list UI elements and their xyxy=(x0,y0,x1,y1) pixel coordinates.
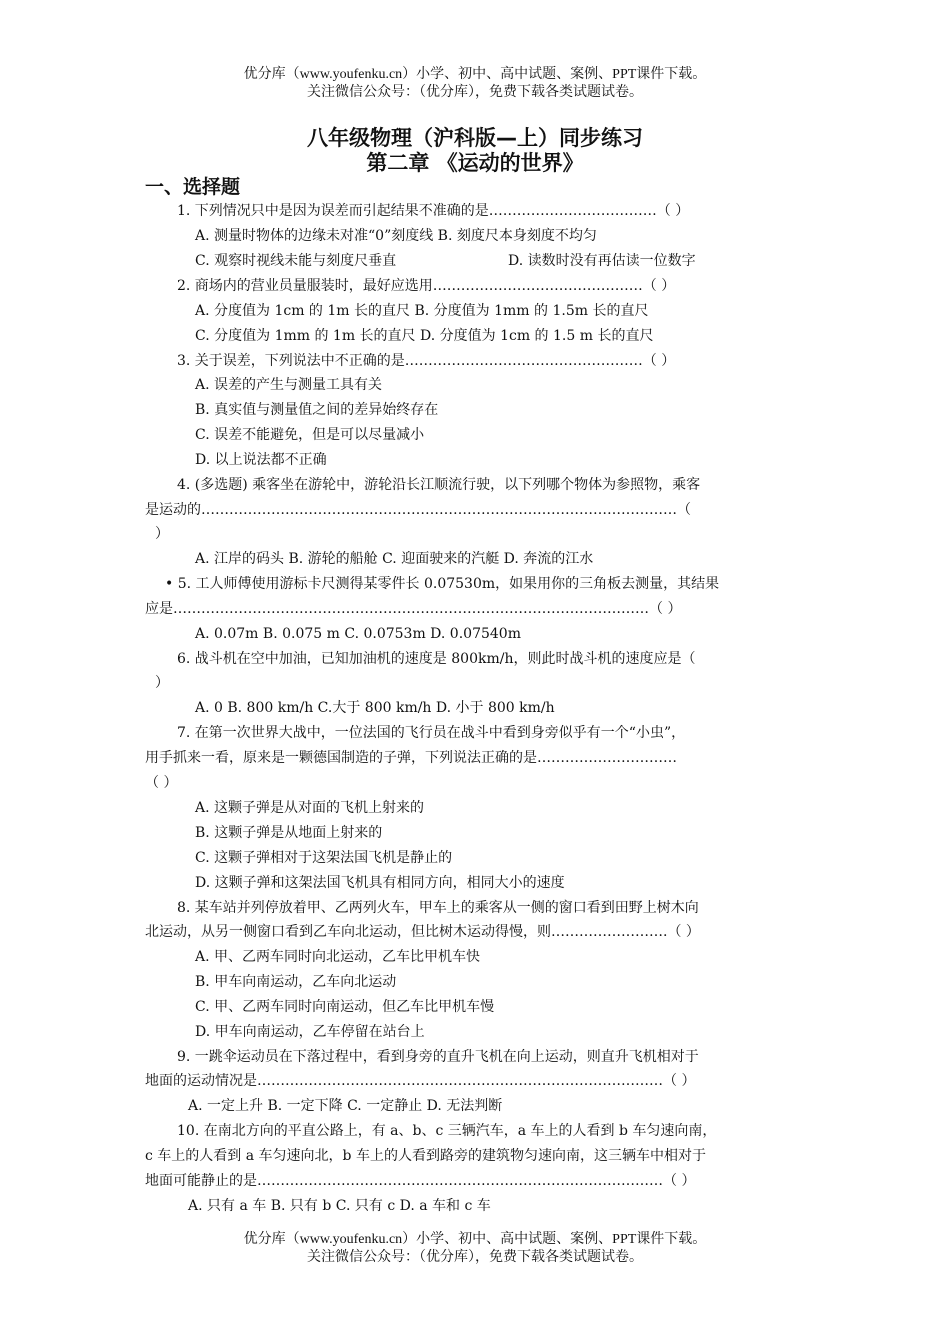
question-6-answer-bracket: ） xyxy=(155,675,169,691)
question-8-continuation: 北运动，从另一侧窗口看到乙车向北运动，但比树木运动得慢，则…………………….（ ） xyxy=(145,924,700,940)
chapter-title: 第二章 《运动的世界》 xyxy=(366,151,584,175)
question-9-continuation: 地面的运动情况是……………………………………………………………………………（ ） xyxy=(145,1073,696,1089)
question-8-option-a: A. 甲、乙两车同时向北运动，乙车比甲机车快 xyxy=(195,949,481,965)
question-1-option-d: D. 读数时没有再估读一位数字 xyxy=(508,253,696,269)
question-8-option-d: D. 甲车向南运动，乙车停留在站台上 xyxy=(195,1024,425,1040)
question-7-option-c: C. 这颗子弹相对于这架法国飞机是静止的 xyxy=(195,850,453,866)
page-header xyxy=(0,66,950,102)
question-5-continuation: 应是…………………………………………………………………………………………（ ） xyxy=(145,601,682,617)
question-6-stem: 6. 战斗机在空中加油，已知加油机的速度是 800km/h，则此时战斗机的速度应是（ xyxy=(177,651,696,667)
question-3-stem: 3. 关于误差，下列说法中不正确的是……………………………………………（ ） xyxy=(177,353,676,369)
question-10-continuation: c 车上的人看到 a 车匀速向北，b 车上的人看到路旁的建筑物匀速向南，这三辆车中相对于 xyxy=(145,1148,706,1164)
page-footer xyxy=(0,1231,950,1267)
question-8-option-b: B. 甲车向南运动，乙车向北运动 xyxy=(195,974,397,990)
question-10-options: A. 只有 a 车 B. 只有 b C. 只有 c D. a 车和 c 车 xyxy=(188,1198,491,1214)
question-7-continuation: 用手抓来一看，原来是一颗德国制造的子弹，下列说法正确的是………………………… xyxy=(145,750,677,766)
question-7-option-b: B. 这颗子弹是从地面上射来的 xyxy=(195,825,383,841)
document-title: 八年级物理（沪科版—上）同步练习 xyxy=(307,126,643,150)
question-8-option-c: C. 甲、乙两车同时向南运动，但乙车比甲机车慢 xyxy=(195,999,495,1015)
question-1-stem: 1. 下列情况只中是因为误差而引起结果不准确的是………………………………（ ） xyxy=(177,203,690,219)
question-3-option-d: D. 以上说法都不正确 xyxy=(195,452,327,468)
question-3-option-b: B. 真实值与测量值之间的差异始终存在 xyxy=(195,402,439,418)
question-2-options-ab: A. 分度值为 1cm 的 1m 长的直尺 B. 分度值为 1mm 的 1.5m 长的直尺 xyxy=(195,303,649,319)
question-3-option-c: C. 误差不能避免，但是可以尽量减小 xyxy=(195,427,425,443)
question-2-stem: 2. 商场内的营业员量服装时，最好应选用………………………………………（ ） xyxy=(177,278,676,294)
question-7-option-d: D. 这颗子弹和这架法国飞机具有相同方向，相同大小的速度 xyxy=(195,875,565,891)
question-9-options: A. 一定上升 B. 一定下降 C. 一定静止 D. 无法判断 xyxy=(188,1098,503,1114)
question-4-continuation: 是运动的…………………………………………………………………………………………（ xyxy=(145,502,691,518)
question-6-options: A. 0 B. 800 km/h C.大于 800 km/h D. 小于 800 km/h xyxy=(195,700,555,716)
question-1-options-ab: A. 测量时物体的边缘未对准“0”刻度线 B. 刻度尺本身刻度不均匀 xyxy=(195,228,597,244)
header-line-1: 优分库（www.youfenku.cn）小学、初中、高中试题、案例、PPT课件下载。 xyxy=(243,67,707,82)
question-7-stem: 7. 在第一次世界大战中，一位法国的飞行员在战斗中看到身旁似乎有一个“小虫”， xyxy=(177,725,686,741)
question-4-stem: 4. (多选题) 乘客坐在游轮中，游轮沿长江顺流行驶，以下列哪个物体为参照物，乘客 xyxy=(177,477,701,493)
question-5-stem: • 5. 工人师傅使用游标卡尺测得某零件长 0.07530m，如果用你的三角板去测量，其结果 xyxy=(165,576,720,592)
question-4-options: A. 江岸的码头 B. 游轮的船舱 C. 迎面驶来的汽艇 D. 奔流的江水 xyxy=(195,551,594,567)
footer-line-1: 优分库（www.youfenku.cn）小学、初中、高中试题、案例、PPT课件下载。 xyxy=(243,1232,707,1247)
header-line-2: 关注微信公众号：（优分库），免费下载各类试题试卷。 xyxy=(307,85,643,100)
question-4-answer-bracket: ） xyxy=(155,526,169,542)
question-1-option-c: C. 观察时视线未能与刻度尺垂直 xyxy=(195,253,397,269)
question-7-option-a: A. 这颗子弹是从对面的飞机上射来的 xyxy=(195,800,425,816)
question-2-options-cd: C. 分度值为 1mm 的 1m 长的直尺 D. 分度值为 1cm 的 1.5 m 长的直尺 xyxy=(195,328,654,344)
question-7-answer-bracket: （ ） xyxy=(145,775,178,791)
question-8-stem: 8. 某车站并列停放着甲、乙两列火车，甲车上的乘客从一侧的窗口看到田野上树木向 xyxy=(177,900,699,916)
question-10-stem: 10. 在南北方向的平直公路上，有 a、b、c 三辆汽车，a 车上的人看到 b 车匀速向南， xyxy=(177,1123,717,1139)
section-heading: 一、选择题 xyxy=(145,176,241,198)
question-10-continuation-2: 地面可能静止的是……………………………………………………………………………（ ） xyxy=(145,1173,696,1189)
footer-line-2: 关注微信公众号：（优分库），免费下载各类试题试卷。 xyxy=(307,1250,643,1265)
question-3-option-a: A. 误差的产生与测量工具有关 xyxy=(195,377,383,393)
question-9-stem: 9. 一跳伞运动员在下落过程中，看到身旁的直升飞机在向上运动，则直升飞机相对于 xyxy=(177,1049,699,1065)
question-5-options: A. 0.07m B. 0.075 m C. 0.0753m D. 0.07540m xyxy=(195,626,521,642)
